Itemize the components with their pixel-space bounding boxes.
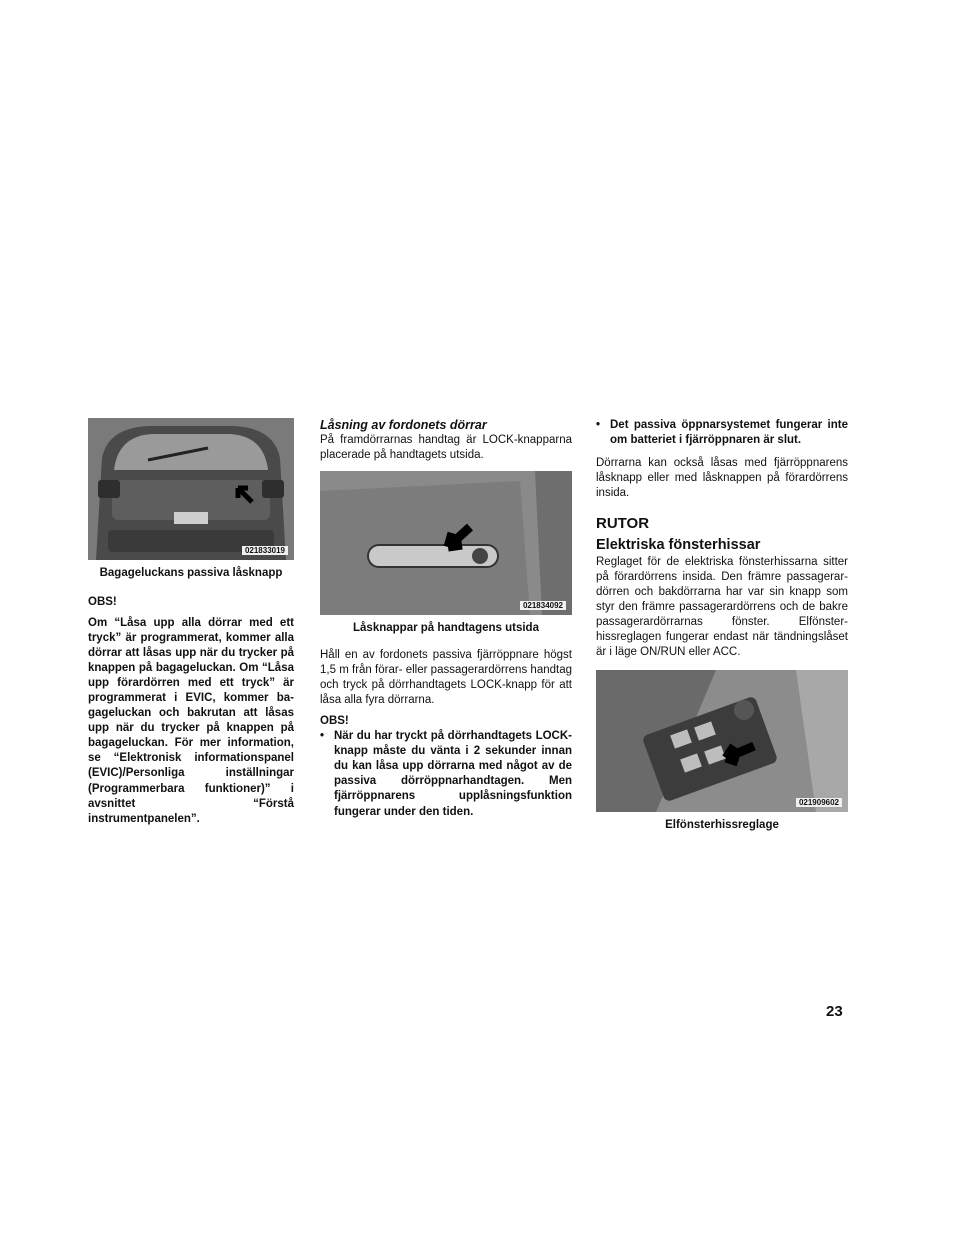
body-paragraph: Dörrarna kan också låsas med fjärröppnarens låsknapp eller med låsknappen på förardörrens insida. (596, 457, 848, 500)
page-number: 23 (826, 1003, 843, 1020)
right-column (596, 418, 848, 833)
bullet-item (320, 729, 572, 819)
window-switch-figure (596, 670, 848, 812)
note-label: OBS! (88, 595, 117, 608)
body-paragraph: Håll en av fordonets passiva fjärröppnare högst 1,5 m från förar- eller passagerardörrens handtag och tryck på dörrhandtagets LOCK-knapp för att låsa alla fyra dörrarna. (320, 648, 572, 707)
bullet-item (596, 418, 848, 448)
figure-code: 021834092 (520, 601, 566, 610)
bullet-text: Det passiva öppnarsystemet fungerar inte om batteriet i fjärröppnaren är slut. (610, 419, 848, 447)
liftgate-figure (88, 418, 294, 560)
left-column (88, 418, 294, 827)
figure-code: 021909602 (796, 798, 842, 807)
bullet-symbol: • (596, 419, 601, 431)
door-handle-illustration (320, 471, 572, 615)
liftgate-illustration (88, 418, 294, 560)
section-subheading: Låsning av fordonets dörrar (320, 418, 487, 432)
section-title: RUTOR (596, 515, 650, 533)
body-paragraph: Reglaget för de elektriska fönsterhissarna sitter på förardörrens insida. Den främre passagerardörren och bakdörrarna har var sin knapp som styr den främre passagerardörrens och de bakre passagerardörrarnas fönster. Elfönsterhissreglagen fungerar endast när tändningslåset är i läge ON/RUN eller ACC. (596, 555, 848, 659)
bullet-text: När du har tryckt på dörrhandtagets LOCK-knapp måste du vänta i 2 sekunder innan du kan låsa upp dörrarna med något av de passiva dörröppnarhandtagen. Men fjärröppnarens upplåsningsfunktion fungerar under den tiden. (334, 730, 572, 818)
middle-column (320, 418, 572, 820)
figure-caption: Elfönsterhissreglage (665, 819, 779, 832)
door-handle-figure (320, 471, 572, 615)
bullet-symbol: • (320, 730, 325, 743)
window-switch-illustration (596, 670, 848, 812)
figure-caption: Bagageluckans passiva låsknapp (99, 567, 283, 579)
figure-code: 021833019 (242, 546, 288, 555)
note-label: OBS! (320, 715, 349, 728)
intro-paragraph: På framdörrarnas handtag är LOCK-knapparna placerade på handtagets utsida. (320, 434, 572, 462)
figure-caption: Låsknappar på handtagens utsida (353, 622, 539, 635)
section-subtitle: Elektriska fönsterhissar (596, 537, 761, 554)
note-text: Om “Låsa upp alla dörrar med ett tryck” är programmerat, kommer alla dörrar att låsas upp när du trycker på knappen på bagageluckan. Om “Låsa upp förardörren med ett tryck” är programmerat i EVIC, kommer bagageluckan och bakrutan att låsas upp när du trycker på knappen på bagageluckan. För mer information, se “Elektronisk informationspanel (EVIC)/Personliga inställningar (Programmerbara funktioner)” i avsnittet “Förstå instrumentpanelen”. (88, 616, 294, 825)
